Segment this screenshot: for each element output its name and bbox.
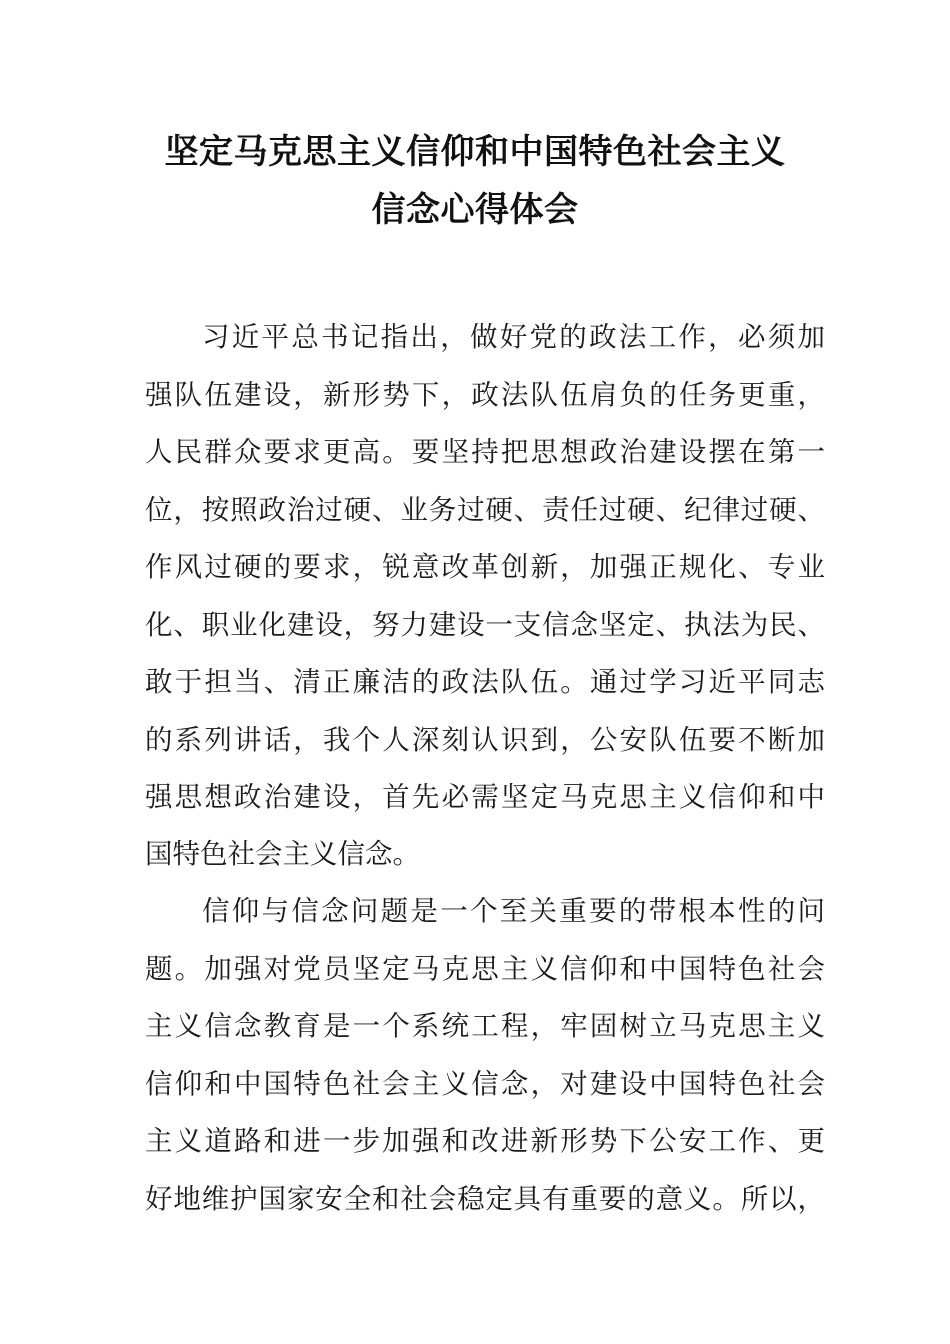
paragraph-1-line-7: 敢于担当、清正廉洁的政法队伍。通过学习近平同志 xyxy=(145,666,825,698)
paragraph-1-line-10: 国特色社会主义信念。 xyxy=(145,838,420,870)
paragraph-1-line-8: 的系列讲话，我个人深刻认识到，公安队伍要不断加 xyxy=(145,724,825,756)
paragraph-1-line-2: 强队伍建设，新形势下，政法队伍肩负的任务更重， xyxy=(145,379,825,411)
document-title-line-1: 坚定马克思主义信仰和中国特色社会主义 xyxy=(164,132,786,172)
paragraph-1-line-6: 化、职业化建设，努力建设一支信念坚定、执法为民、 xyxy=(145,609,825,641)
paragraph-2-line-6: 好地维护国家安全和社会稳定具有重要的意义。所以， xyxy=(145,1183,825,1215)
paragraph-2-line-5: 主义道路和进一步加强和改进新形势下公安工作、更 xyxy=(145,1125,825,1157)
paragraph-2-line-2: 题。加强对党员坚定马克思主义信仰和中国特色社会 xyxy=(145,953,825,985)
paragraph-1-line-5: 作风过硬的要求，锐意改革创新，加强正规化、专业 xyxy=(145,551,825,583)
paragraph-2-line-4: 信仰和中国特色社会主义信念，对建设中国特色社会 xyxy=(145,1068,825,1100)
paragraph-1-line-3: 人民群众要求更高。要坚持把思想政治建设摆在第一 xyxy=(145,436,825,468)
paragraph-1-line-1: 习近平总书记指出，做好党的政法工作，必须加 xyxy=(202,321,825,353)
paragraph-1-line-9: 强思想政治建设，首先必需坚定马克思主义信仰和中 xyxy=(145,781,825,813)
paragraph-2-line-3: 主义信念教育是一个系统工程，牢固树立马克思主义 xyxy=(145,1010,825,1042)
document-title-line-2: 信念心得体会 xyxy=(371,190,579,230)
paragraph-1-line-4: 位，按照政治过硬、业务过硬、责任过硬、纪律过硬、 xyxy=(145,494,825,526)
paragraph-2-line-1: 信仰与信念问题是一个至关重要的带根本性的问 xyxy=(202,895,825,927)
